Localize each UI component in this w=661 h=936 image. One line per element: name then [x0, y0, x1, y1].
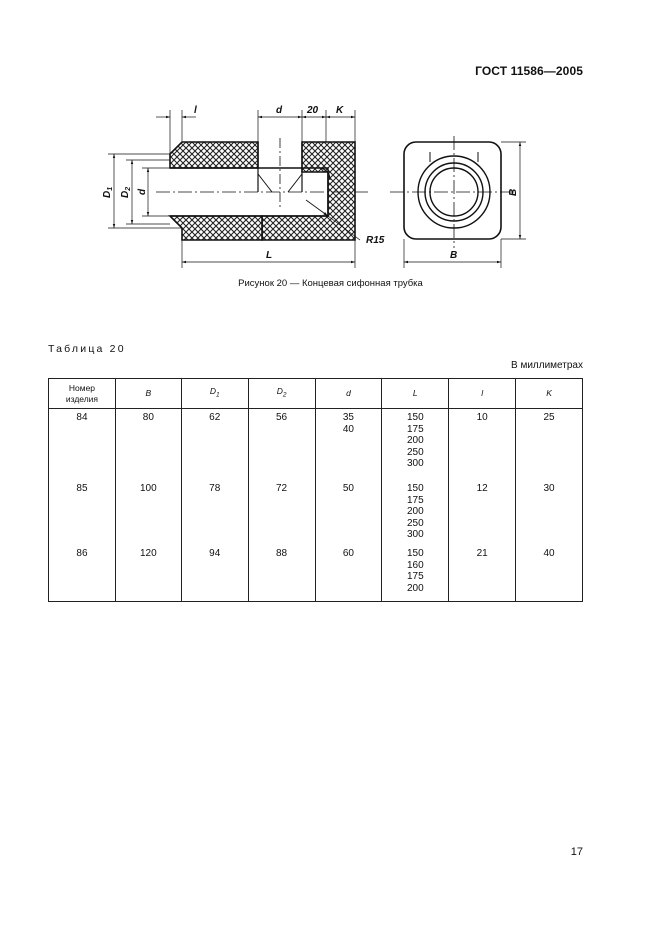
- cell-item: 85: [49, 480, 116, 545]
- cell-D1: 94: [181, 545, 248, 602]
- table-row: [49, 409, 583, 481]
- document-header: ГОСТ 11586—2005: [475, 64, 583, 78]
- figure-caption: Рисунок 20 — Концевая сифонная трубка: [238, 278, 423, 289]
- technical-drawing: [90, 100, 530, 270]
- cell-B: 100: [115, 480, 181, 545]
- top-dimension-labels: [194, 105, 344, 116]
- dim-k-label: K: [336, 105, 344, 116]
- cell-K: 30: [516, 480, 583, 545]
- cell-d: 50: [315, 480, 382, 545]
- end-view: [390, 136, 514, 248]
- cell-d: 60: [315, 545, 382, 602]
- header-D1: $D_1$: [181, 379, 248, 409]
- table-title: Таблица 20: [48, 343, 126, 355]
- dim-D2-label: $D_2$: [120, 186, 132, 198]
- header-d: d: [315, 379, 382, 409]
- cell-item: 84: [49, 409, 116, 481]
- cell-L: 150 175 200 250 300: [382, 480, 449, 545]
- cell-D2: 56: [248, 409, 315, 481]
- header-K: K: [516, 379, 583, 409]
- header-D2: $D_2$: [248, 379, 315, 409]
- dim-B-bottom-label: B: [450, 250, 458, 261]
- section-view: [156, 138, 368, 240]
- dim-B-side-label: B: [508, 188, 519, 196]
- data-table: [48, 378, 583, 602]
- table-units: В миллиметрах: [511, 360, 583, 371]
- dim-D1-label: $D_1$: [102, 186, 114, 198]
- cell-l: 10: [449, 409, 516, 481]
- header-L: L: [382, 379, 449, 409]
- dim-d-left-label: d: [137, 188, 148, 195]
- cell-D1: 62: [181, 409, 248, 481]
- cell-K: 25: [516, 409, 583, 481]
- cell-D2: 72: [248, 480, 315, 545]
- cell-K: 40: [516, 545, 583, 602]
- dim-d-label: d: [276, 105, 283, 116]
- cell-L: 150 175 200 250 300: [382, 409, 449, 481]
- table-row: [49, 480, 583, 545]
- table-header-row: [49, 379, 583, 409]
- header-l: l: [449, 379, 516, 409]
- cell-B: 80: [115, 409, 181, 481]
- dim-20-label: 20: [307, 105, 319, 116]
- cell-D1: 78: [181, 480, 248, 545]
- table-row: [49, 545, 583, 602]
- cell-l: 12: [449, 480, 516, 545]
- dim-l-label: l: [194, 105, 197, 116]
- header-item: Номер изделия: [49, 379, 116, 409]
- dim-L-label: L: [266, 250, 273, 261]
- radius-R15-label: R15: [366, 235, 385, 246]
- cell-l: 21: [449, 545, 516, 602]
- cell-D2: 88: [248, 545, 315, 602]
- cell-d: 35 40: [315, 409, 382, 481]
- page-number: 17: [570, 846, 583, 858]
- cell-item: 86: [49, 545, 116, 602]
- cell-B: 120: [115, 545, 181, 602]
- cell-L: 150 160 175 200: [382, 545, 449, 602]
- header-B: B: [115, 379, 181, 409]
